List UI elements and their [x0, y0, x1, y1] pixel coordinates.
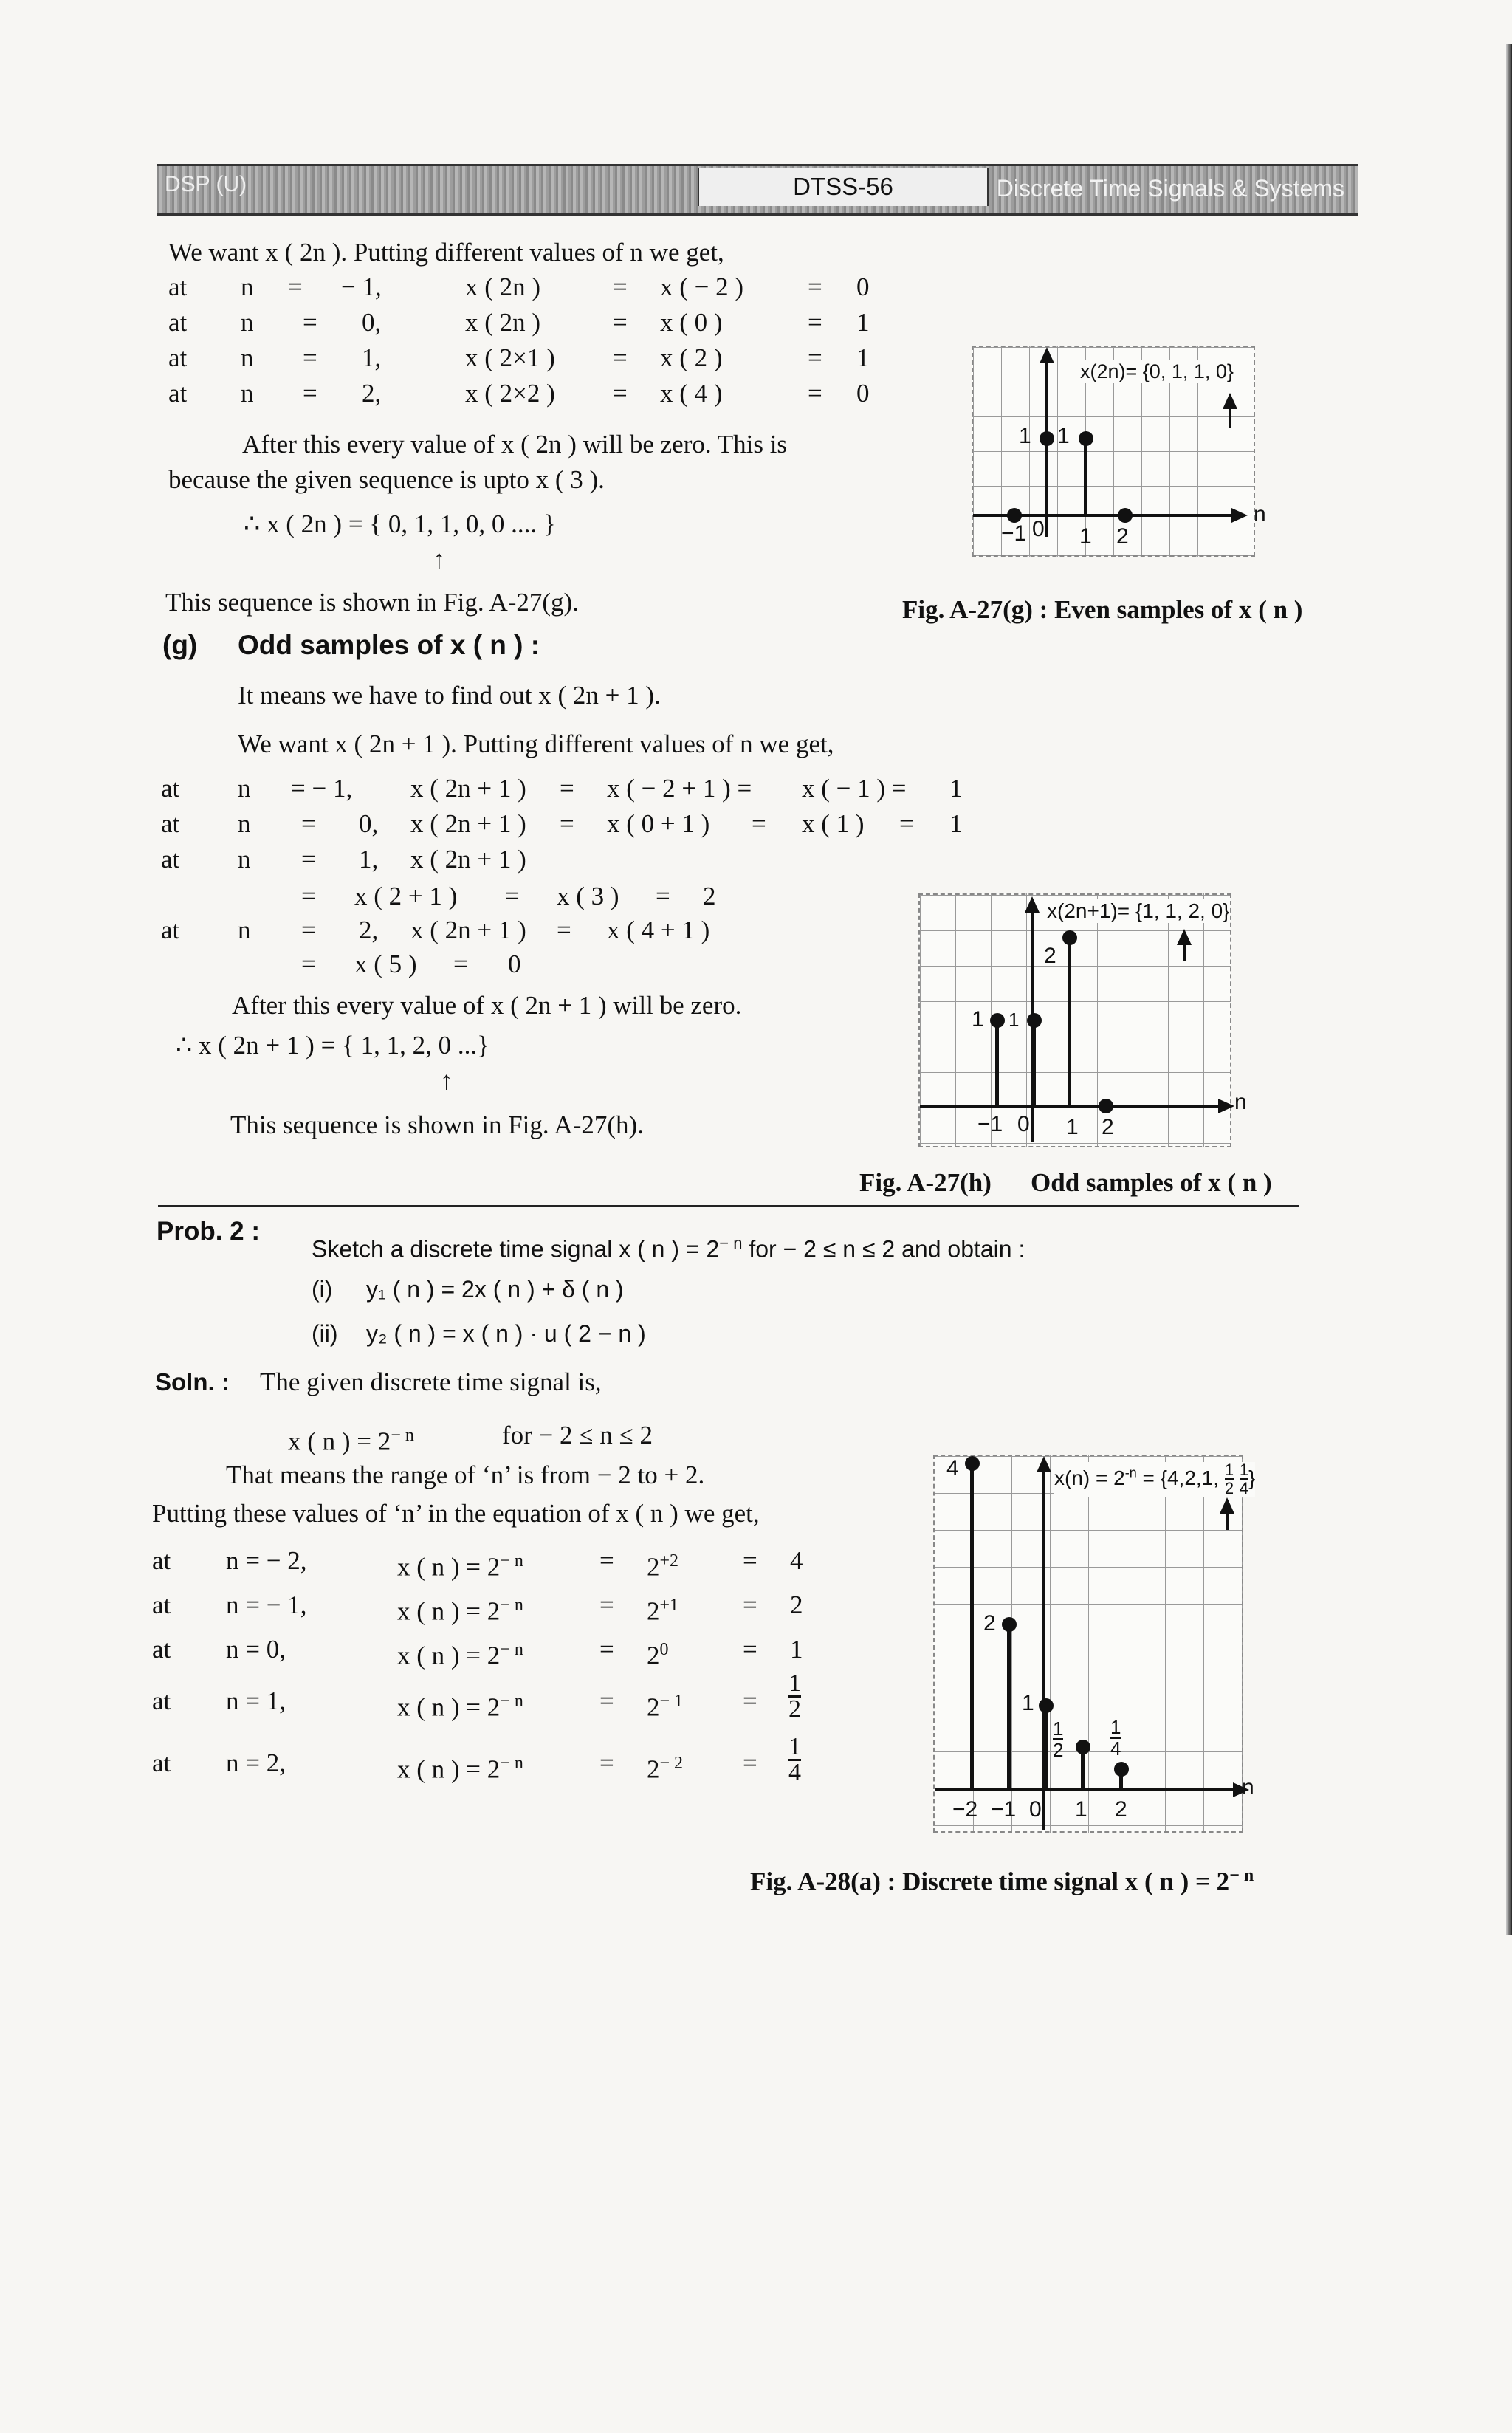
fig-a28a-sample-neg2 [965, 1456, 980, 1471]
fig-a28a-tick-2: 2 [1115, 1797, 1127, 1822]
s1-result-arrow: ↑ [433, 545, 446, 574]
fig-a28a-caption: Fig. A-28(a) : Discrete time signal x ( n ) = $2^{- n}$ [750, 1866, 1254, 1896]
fig-a27g-origin-marker-stem [1228, 406, 1231, 428]
soln-line1: The given discrete time signal is, [260, 1368, 602, 1396]
fig-a27g-sample-2 [1118, 508, 1133, 523]
fig-a28a-label-half: $\frac{1}{2}$ [1053, 1717, 1064, 1761]
prob-item-i-num: (i) [312, 1276, 333, 1303]
fig-a27h-title: x(2n+1)= {1, 1, 2, 0} [1047, 899, 1230, 922]
prob-text: Sketch a discrete time signal x ( n ) = $2^{- n}$ for − 2 ≤ n ≤ 2 and obtain : [312, 1234, 1025, 1263]
fig-a27g-caption: Fig. A-27(g) : Even samples of x ( n ) [902, 595, 1303, 624]
fig-a28a-plot [933, 1455, 1256, 1833]
fig-a27h-sample-1 [1062, 930, 1077, 945]
s1-intro: We want x ( 2n ). Putting different values of n we get, [168, 238, 724, 267]
s1-shown: This sequence is shown in Fig. A-27(g). [165, 588, 579, 617]
s2-heading: Odd samples of x ( n ) : [238, 630, 540, 660]
s2-line1: It means we have to find out x ( 2n + 1 ). [238, 681, 661, 710]
prob-label: Prob. 2 : [157, 1217, 261, 1246]
fig-a27h-haxis-arrow [1218, 1099, 1234, 1113]
soln-line3: Putting these values of ‘n’ in the equation of x ( n ) we get, [152, 1499, 760, 1528]
fig-a27g-stem-0 [1045, 436, 1048, 515]
fig-a27g-axis-n: n [1254, 502, 1266, 526]
soln-equation: x ( n ) = $2^{- n}$ [288, 1426, 414, 1456]
prob-item-ii: y₂ ( n ) = x ( n ) · u ( 2 − n ) [366, 1320, 646, 1347]
fig-a28a-tick-neg2: −2 [952, 1797, 978, 1822]
fig-a27h-sample-0 [1027, 1013, 1042, 1028]
fig-a27h-origin-marker-stem [1183, 942, 1186, 961]
soln-label: Soln. : [155, 1368, 230, 1396]
fig-a27h-tick-0: 0 [1017, 1112, 1030, 1136]
fig-a27h-axis-n: n [1234, 1090, 1247, 1114]
s2-line2: We want x ( 2n + 1 ). Putting different values of n we get, [238, 730, 834, 758]
fig-a28a-title: $x(n) = 2^{-n} = \{4,2,1$, $\frac{1}{2}$ $\frac{1}{4}$ } [1054, 1461, 1256, 1497]
fig-a28a-sample-2 [1114, 1762, 1129, 1777]
fig-a28a-label-quarter: $\frac{1}{4}$ [1110, 1716, 1121, 1760]
section-rule [158, 1205, 1299, 1207]
s2-after: After this every value of x ( 2n + 1 ) will be zero. [232, 991, 742, 1020]
fig-a27g-label-1a: 1 [1019, 424, 1031, 448]
fig-a27h-tick-2: 2 [1102, 1115, 1114, 1139]
prob-item-ii-num: (ii) [312, 1320, 338, 1347]
fig-a27h-caption-a: Fig. A-27(h) [859, 1168, 992, 1197]
s2-shown: This sequence is shown in Fig. A-27(h). [230, 1111, 644, 1139]
fig-a27g-vaxis-arrow [1040, 347, 1054, 363]
fig-a27g-haxis-arrow [1231, 508, 1248, 523]
fig-a27g-tick-neg1: −1 [1001, 521, 1027, 546]
fig-a28a-sample-0 [1039, 1698, 1054, 1713]
fig-a27h-plot [918, 893, 1231, 1147]
soln-equation-range: for − 2 ≤ n ≤ 2 [502, 1421, 653, 1449]
fig-a27g-title: x(2n)= {0, 1, 1, 0} [1080, 360, 1234, 382]
fig-a28a-label-1: 1 [1022, 1691, 1034, 1715]
fig-a27h-label-2: 2 [1044, 944, 1056, 968]
s1-after-line2: because the given sequence is upto x ( 3 ). [168, 465, 605, 494]
fig-a27h-label-1a: 1 [972, 1007, 984, 1032]
fig-a27g-plot [972, 346, 1255, 557]
fig-a27g-sample-0 [1040, 431, 1054, 446]
fig-a28a-stem-0 [1044, 1704, 1048, 1790]
fig-a28a-label-4: 4 [946, 1456, 959, 1480]
s1-after-line1: After this every value of x ( 2n ) will be zero. This is [242, 430, 788, 459]
fig-a28a-tick-1: 1 [1075, 1797, 1087, 1822]
fig-a27g-sample-neg1 [1007, 508, 1022, 523]
fig-a27h-sample-neg1 [990, 1013, 1005, 1028]
fig-a27h-tick-neg1: −1 [977, 1112, 1003, 1136]
page-header [157, 164, 1358, 216]
soln-line2: That means the range of ‘n’ is from − 2 to + 2. [226, 1461, 705, 1489]
fig-a28a-label-2: 2 [983, 1611, 996, 1636]
fig-a27h-stem-0 [1032, 1019, 1036, 1106]
s2-result: ∴ x ( 2n + 1 ) = { 1, 1, 2, 0 ...} [176, 1031, 489, 1060]
fig-a27h-vaxis-arrow [1025, 896, 1040, 913]
fig-a27g-label-1b: 1 [1057, 424, 1070, 448]
fig-a27g-tick-2: 2 [1116, 524, 1129, 549]
fig-a28a-stem-neg1 [1007, 1623, 1011, 1790]
s2-result-arrow: ↑ [440, 1066, 453, 1095]
fig-a27h-stem-1 [1068, 936, 1071, 1106]
fig-a27g-stem-1 [1084, 436, 1087, 515]
fig-a27h-caption-b: Odd samples of x ( n ) [1031, 1168, 1272, 1197]
fig-a27g-tick-1: 1 [1079, 524, 1092, 549]
fig-a28a-tick-neg1: −1 [991, 1797, 1017, 1822]
header-chapter-title: Discrete Time Signals & Systems [996, 175, 1344, 202]
fig-a28a-origin-marker-stem [1226, 1511, 1228, 1530]
s1-result: ∴ x ( 2n ) = { 0, 1, 1, 0, 0 .... } [244, 509, 556, 538]
header-left: DSP (U) [165, 172, 247, 196]
s2-heading-num: (g) [162, 630, 198, 660]
fig-a27h-stem-neg1 [995, 1019, 999, 1106]
fig-a27g-sample-1 [1079, 431, 1093, 446]
fig-a28a-tick-0: 0 [1029, 1797, 1042, 1822]
fig-a28a-sample-neg1 [1002, 1617, 1017, 1632]
fig-a28a-sample-1 [1076, 1740, 1090, 1754]
header-page-number: DTSS-56 [698, 168, 989, 206]
fig-a27h-label-1b: 1 [1008, 1009, 1020, 1031]
fig-a28a-vaxis-arrow [1037, 1456, 1051, 1472]
fig-a27g-tick-0: 0 [1032, 517, 1045, 541]
page-edge-shadow [1506, 44, 1512, 1935]
fig-a28a-stem-neg2 [970, 1462, 974, 1790]
fig-a28a-haxis [935, 1788, 1236, 1791]
fig-a27h-tick-1: 1 [1066, 1115, 1079, 1139]
fig-a27h-sample-2 [1099, 1099, 1113, 1113]
prob-item-i: y₁ ( n ) = 2x ( n ) + δ ( n ) [366, 1276, 624, 1303]
fig-a28a-axis-n: n [1242, 1775, 1254, 1799]
